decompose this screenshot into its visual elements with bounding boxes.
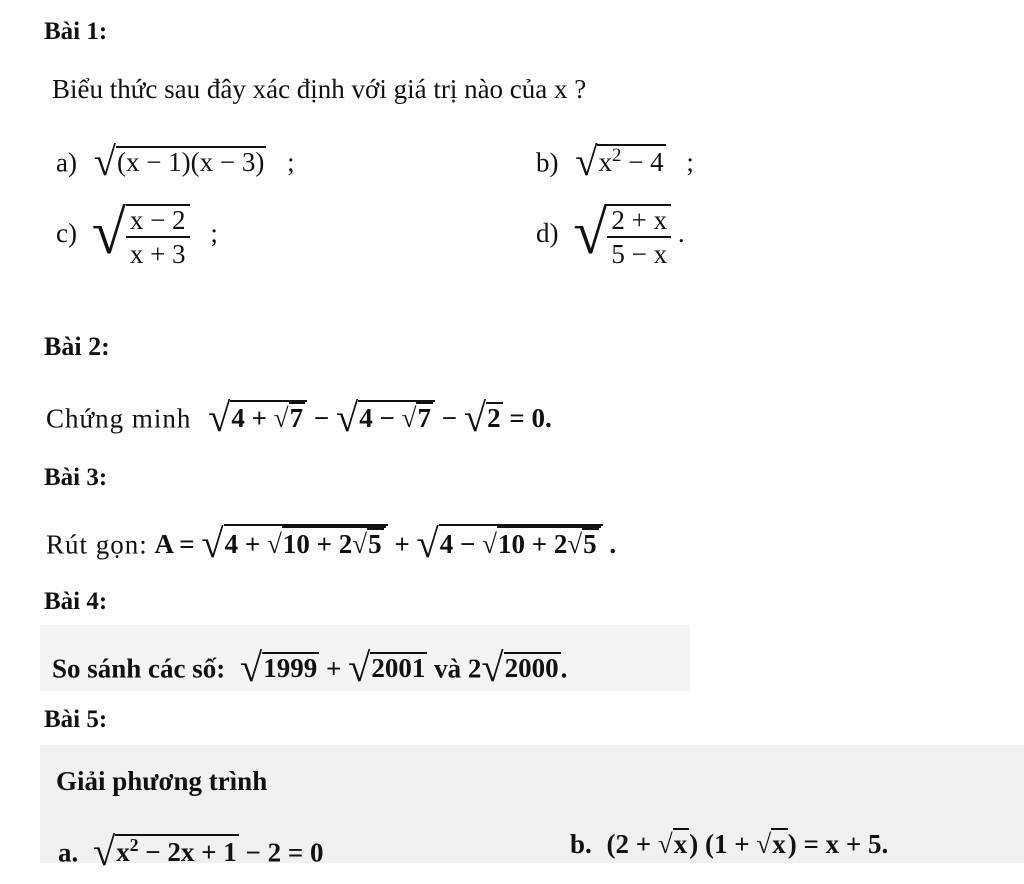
square-root: $√x^2 - 2x + 1$ bbox=[93, 829, 237, 874]
exercise-5a: a. $√x^2 - 2x + 1 - 2 = 0$ bbox=[58, 829, 324, 874]
item-label: c) bbox=[56, 217, 77, 248]
square-root: √ $\frac{2 + x}{5 - x}$ bbox=[573, 198, 671, 269]
exercise-1a: a) √(x − 1)(x − 3) ; bbox=[56, 139, 295, 184]
square-root: √(x − 1)(x − 3) bbox=[93, 139, 265, 184]
item-label: b. bbox=[570, 829, 592, 859]
exercise-5-title: Giải phương trình bbox=[56, 766, 268, 796]
exercise-5-heading: Bài 5: bbox=[44, 706, 108, 733]
exercise-4-heading: Bài 4: bbox=[44, 588, 108, 615]
item-label: b) bbox=[536, 147, 559, 178]
exercise-1-prompt: Biểu thức sau đây xác định với giá trị nào của x ? bbox=[52, 74, 587, 104]
exercise-5b: b. (2 + √x) (1 + √x) = x + 5. bbox=[570, 829, 889, 859]
square-root: √2 bbox=[463, 395, 501, 440]
square-root: √1999 bbox=[240, 645, 318, 690]
square-root: $√x^2 - 4$ bbox=[575, 139, 664, 184]
item-label: a. bbox=[58, 837, 79, 868]
exercise-2-heading: Bài 2: bbox=[44, 332, 110, 361]
square-root: √ $\frac{x - 2}{x + 3}$ bbox=[92, 198, 190, 269]
square-root: √4 + √7 bbox=[208, 394, 307, 441]
square-root: √2000 bbox=[481, 645, 559, 690]
exercise-3-heading: Bài 3: bbox=[44, 464, 108, 491]
exercise-3-statement: Rút gọn: A = √4 + √10 + 2√5 + √4 − √10 + 2√5 . bbox=[46, 521, 617, 566]
exercise-1-heading: Bài 1: bbox=[44, 18, 108, 45]
exercise-1c: c) √ $\frac{x - 2}{x + 3}$ ; bbox=[56, 199, 218, 270]
square-root: √x bbox=[657, 829, 688, 859]
square-root: √4 + √10 + 2√5 bbox=[201, 520, 387, 567]
exercise-1b: b) $√x^2 - 4$ ; bbox=[536, 139, 694, 184]
item-label: a) bbox=[56, 147, 77, 178]
square-root: √2001 bbox=[348, 645, 426, 690]
item-label: d) bbox=[536, 217, 559, 248]
square-root: √x bbox=[756, 829, 786, 859]
exercise-4-statement: So sánh các số: √1999 + √2001 và 2√2000. bbox=[52, 645, 568, 690]
square-root: √4 − √10 + 2√5 bbox=[416, 520, 602, 567]
square-root: √4 − √7 bbox=[336, 394, 435, 441]
exercise-1d: d) √ $\frac{2 + x}{5 - x}$ . bbox=[536, 199, 685, 270]
exercise-2-statement: Chứng minh √4 + √7 − √4 − √7 − √2 = 0. bbox=[46, 395, 552, 440]
